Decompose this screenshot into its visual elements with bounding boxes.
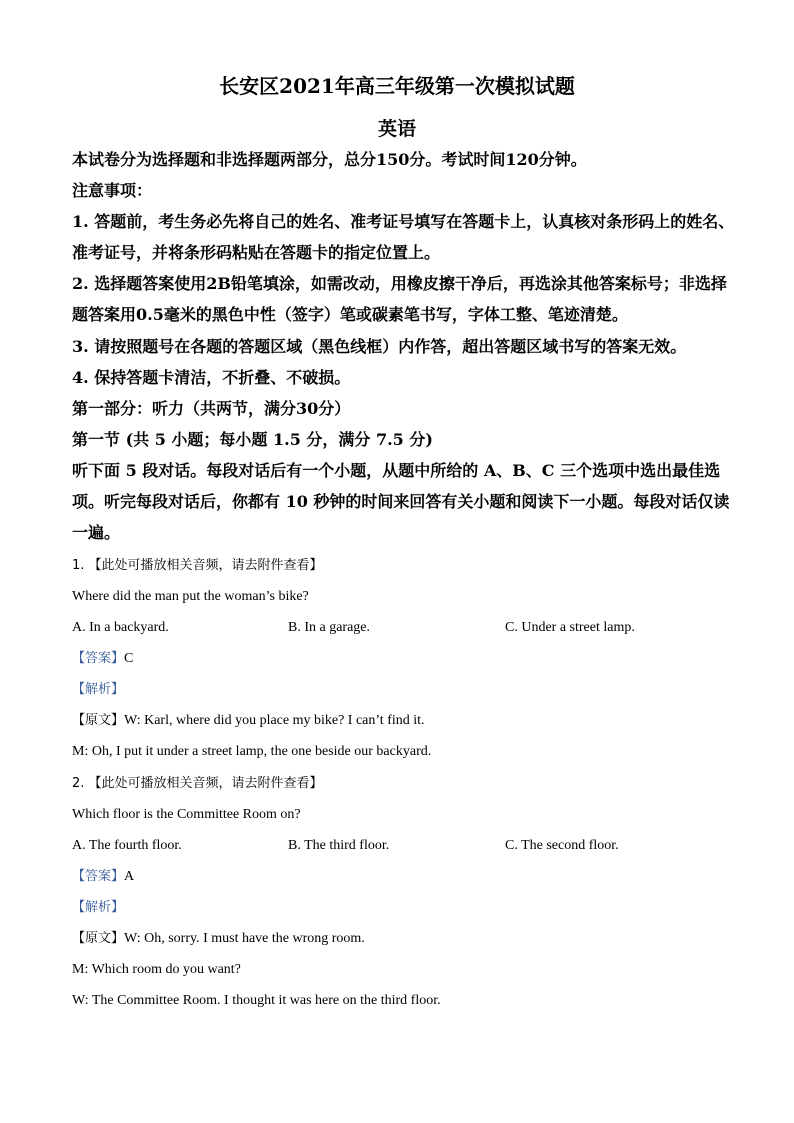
q2-answer-row [72,868,732,886]
note-3: 3. 请按照题号在各题的答题区域（黑色线框）内作答，超出答题区域书写的答案无效。 [72,337,687,356]
q2-analysis-row [72,899,732,917]
q2-transcript-line-1: W: Oh, sorry. I must have the wrong room. [124,931,365,946]
q1-option-a: A. In a backyard. [72,620,169,635]
q2-audio-note: 2. 【此处可播放相关音频，请去附件查看】 [72,776,323,791]
exam-subject: 英语 [377,118,416,140]
q1-answer-row [72,650,732,668]
q1-option-c: C. Under a street lamp. [505,620,635,635]
intro-text: 本试卷分为选择题和非选择题两部分，总分150分。考试时间120分钟。 [72,150,587,169]
notes-heading: 注意事项： [72,181,153,200]
q2-option-c: C. The second floor. [505,838,619,853]
q2-option-a: A. The fourth floor. [72,838,182,853]
q1-question: Where did the man put the woman’s bike? [72,589,309,604]
analysis-label: 【解析】 [72,900,125,915]
q2-question: Which floor is the Committee Room on? [72,807,301,822]
exam-title: 长安区2021年高三年级第一次模拟试题 [219,74,575,98]
transcript-label: 【原文】 [72,931,125,946]
q2-transcript-row [72,930,732,948]
q2-transcript-line-2: M: Which room do you want? [72,962,241,977]
instructions-line-1: 听下面 5 段对话。每段对话后有一个小题，从题中所给的 A、B、C 三个选项中选出最佳选 [72,461,721,480]
note-4: 4. 保持答题卡清洁，不折叠、不破损。 [72,368,351,387]
answer-label: 【答案】 [72,869,125,884]
transcript-label: 【原文】 [72,713,125,728]
q1-transcript-row [72,712,732,730]
instructions-line-3: 一遍。 [72,523,121,542]
q2-option-b: B. The third floor. [288,838,390,853]
q1-audio-note: 1. 【此处可播放相关音频，请去附件查看】 [72,558,323,573]
instructions-line-2: 项。听完每段对话后，你都有 10 秒钟的时间来回答有关小题和阅读下一小题。每段对话仅读 [72,492,730,511]
answer-label: 【答案】 [72,651,125,666]
note-2-line-1: 2. 选择题答案使用2B铅笔填涂，如需改动，用橡皮擦干净后，再选涂其他答案标号；非选择 [72,274,727,293]
q1-transcript-line-1: W: Karl, where did you place my bike? I can’t find it. [124,713,425,728]
q2-answer-value: A [124,869,135,884]
q1-answer-value: C [124,651,134,666]
note-1-line-1: 1. 答题前，考生务必先将自己的姓名、准考证号填写在答题卡上，认真核对条形码上的姓名、 [72,212,735,231]
analysis-label: 【解析】 [72,682,125,697]
q1-option-b: B. In a garage. [288,620,371,635]
q1-transcript-line-2: M: Oh, I put it under a street lamp, the one beside our backyard. [72,744,432,759]
note-2-line-2: 题答案用0.5毫米的黑色中性（签字）笔或碳素笔书写，字体工整、笔迹清楚。 [72,305,628,324]
section1-heading: 第一节 (共 5 小题；每小题 1.5 分，满分 7.5 分) [72,430,433,449]
q2-transcript-line-3: W: The Committee Room. I thought it was here on the third floor. [72,993,441,1008]
q1-analysis-row [72,681,732,699]
part1-heading: 第一部分：听力（共两节，满分30分） [72,399,351,418]
note-1-line-2: 准考证号，并将条形码粘贴在答题卡的指定位置上。 [72,243,441,262]
